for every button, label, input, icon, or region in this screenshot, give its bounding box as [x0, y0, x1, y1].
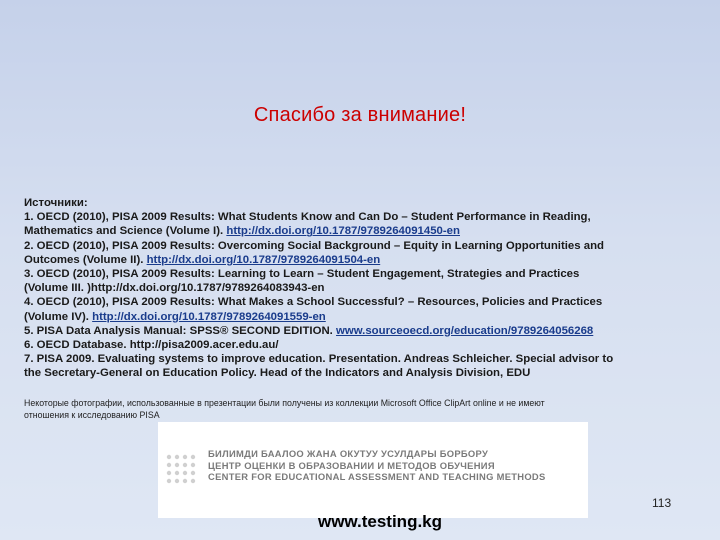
center-logo: [158, 422, 588, 518]
logo-dots-icon: [164, 452, 198, 486]
clipart-note-line: отношения к исследованию PISA: [24, 410, 160, 420]
logo-line-russian: ЦЕНТР ОЦЕНКИ В ОБРАЗОВАНИИ И МЕТОДОВ ОБУЧЕНИЯ: [208, 459, 495, 471]
slide-title: Спасибо за внимание!: [253, 104, 467, 126]
source-text: 1. OECD (2010), PISA 2009 Results: What Students Know and Can Do – Student Performance in Reading,: [24, 211, 591, 224]
source-line: [24, 338, 674, 352]
source-line: [24, 267, 674, 281]
clipart-note: [24, 397, 684, 421]
sources-list: [24, 196, 674, 381]
source-text: 5. PISA Data Analysis Manual: SPSS® SECOND EDITION.: [24, 324, 337, 337]
source-text: 2. OECD (2010), PISA 2009 Results: Overcoming Social Background – Equity in Learning Opportunities and: [24, 239, 604, 252]
source-text: Outcomes (Volume II).: [24, 253, 147, 266]
source-link[interactable]: http://dx.doi.org/10.1787/9789264091450-en: [226, 225, 460, 238]
source-line: [24, 281, 674, 295]
page-number: 113: [652, 496, 672, 510]
source-line: [24, 239, 674, 253]
source-line: [24, 324, 674, 338]
source-text: (Volume IV).: [24, 310, 93, 323]
source-text: 3. OECD (2010), PISA 2009 Results: Learning to Learn – Student Engagement, Strategies and Practices: [24, 268, 580, 281]
source-link[interactable]: http://dx.doi.org/10.1787/9789264091559-en: [92, 310, 326, 323]
source-text: (Volume III. )http://dx.doi.org/10.1787/9789264083943-en: [24, 282, 325, 295]
source-line: [24, 366, 674, 380]
website-url[interactable]: www.testing.kg: [317, 512, 443, 531]
source-link[interactable]: http://dx.doi.org/10.1787/9789264091504-en: [146, 253, 381, 266]
source-text: the Secretary-General on Education Policy. Head of the Indicators and Analysis Division, EDU: [24, 367, 531, 380]
source-line: [24, 352, 674, 366]
source-line: [24, 253, 674, 267]
source-line: [24, 224, 674, 238]
logo-line-kyrgyz: БИЛИМДИ БААЛОО ЖАНА ОКУТУУ УСУЛДАРЫ БОРБОРУ: [208, 448, 489, 459]
source-line: [24, 310, 674, 324]
source-text: Mathematics and Science (Volume I).: [24, 225, 227, 238]
source-text: 7. PISA 2009. Evaluating systems to improve education. Presentation. Andreas Schleicher. Special advisor to: [24, 353, 614, 366]
source-line: [24, 210, 674, 224]
clipart-note-line: Некоторые фотографии, использованные в презентации были получены из коллекции Microsoft Office ClipArt online и не имеют: [24, 398, 545, 408]
source-line: [24, 295, 674, 309]
source-link[interactable]: www.sourceoecd.org/education/9789264056268: [336, 324, 594, 337]
source-text: 6. OECD Database. http://pisa2009.acer.edu.au/: [24, 339, 279, 352]
source-text: 4. OECD (2010), PISA 2009 Results: What Makes a School Successful? – Resources, Policies and Practices: [24, 296, 603, 309]
logo-line-english: CENTER FOR EDUCATIONAL ASSESSMENT AND TEACHING METHODS: [208, 471, 546, 482]
source-text: Источники:: [24, 197, 88, 209]
sources-heading: [24, 196, 674, 210]
